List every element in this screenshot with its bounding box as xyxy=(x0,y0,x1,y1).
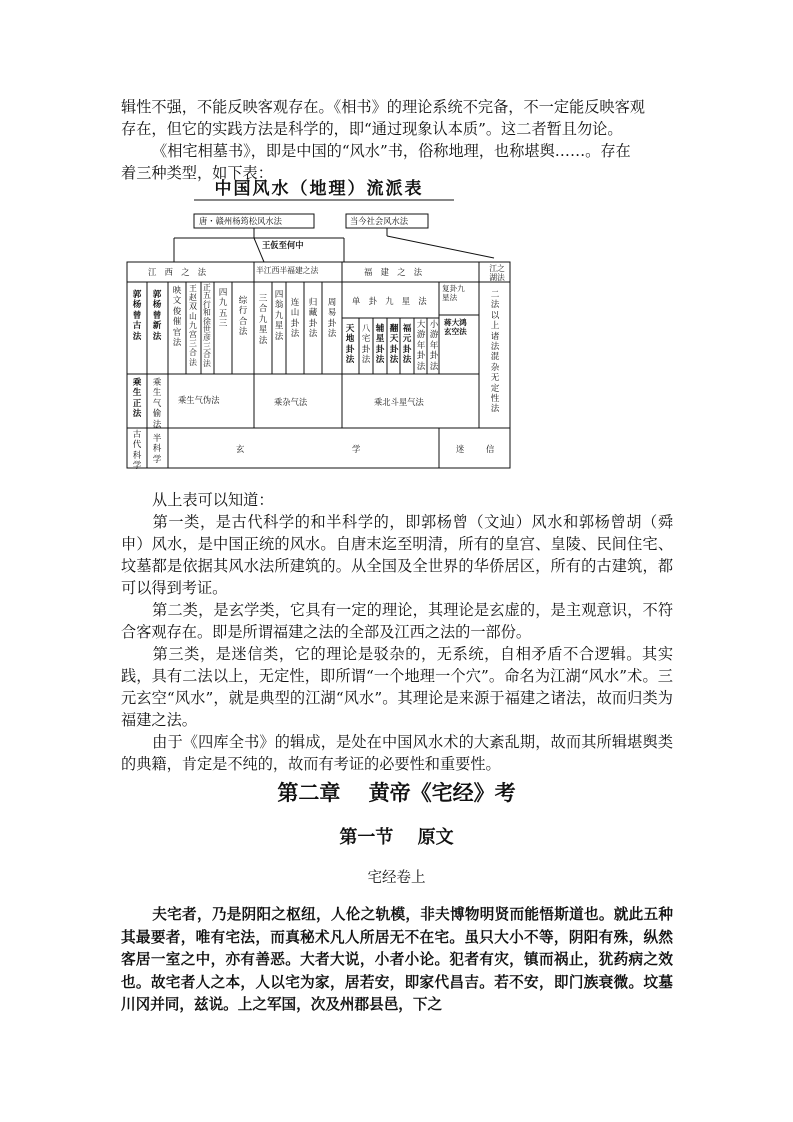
half-col-1: 三合九星法 xyxy=(258,294,268,346)
sub-heading: 宅经卷上 xyxy=(367,870,426,886)
intro-line-3: 《相宅相墓书》，即是中国的“风水”书，俗称地理，也称堪舆……。存在 xyxy=(152,142,631,160)
qi-col-1: 乘生正法 xyxy=(132,378,142,420)
analysis-p2: 第一类，是古代科学的和半科学的，即郭杨曾（文辿）风水和郭杨曾胡（舜申）风水，是中国正统的风水。自唐末迄至明清，所有的皇宫、皇陵、民间住宅、坟墓都是依据其风水法所建筑的。从全国及全世界的华侨居区，所有的古建筑，都可以得到考证。 xyxy=(121,513,673,597)
section-heading: 第一节 原文 xyxy=(339,827,454,848)
jiangxi-col-5: 正五行和徐世彦三合法 xyxy=(203,283,211,368)
header-fujian: 福 建 之 法 xyxy=(364,267,423,277)
fujian-col-7: 小游年卦法 xyxy=(429,320,439,372)
intro-line-4: 着三种类型，如下表： xyxy=(121,164,273,182)
jiangxi-col-2: 郭杨曾新法 xyxy=(152,290,162,342)
jiangxi-col-1: 郭杨曾古法 xyxy=(132,290,142,342)
half-col-5: 周易卦法 xyxy=(327,298,337,340)
top-left-box-label: 唐・赣州杨筠松风水法 xyxy=(199,216,282,226)
jiangxi-col-4: 王赵双山九宫三合法 xyxy=(189,284,197,367)
bottom-col-1: 古代科学 xyxy=(132,430,142,472)
jianghu-col: 二法以上诸法混杂无定性法 xyxy=(490,290,500,415)
jiangxi-col-6: 四九五三 xyxy=(218,288,228,330)
bottom-xue: 学 xyxy=(352,444,361,454)
header-jianghu: 江之湖法 xyxy=(489,264,505,282)
header-jiangxi: 江 西 之 法 xyxy=(148,267,207,277)
diagram-title: 中国风水（地理）流派表 xyxy=(214,179,424,199)
top-right-box-label: 当今社会风水法 xyxy=(350,216,409,226)
fujian-top-label: 单 卦 九 星 法 xyxy=(352,296,427,306)
original-text: 夫宅者，乃是阴阳之枢纽，人伦之轨模，非夫博物明贤而能悟斯道也。就此五种其最要者，唯有宅法，而真秘术凡人所居无不在宅。虽只大小不等，阴阳有殊，纵然客居一室之中，亦有善恶。大者大说，小者小论。犯者有灾，镇而祸止，犹药病之效也。故宅者人之本，人以宅为家，居若安，即家代昌吉。若不安，即门族衰微。坟墓川冈并同，兹说。上之军国，次及州郡县邑，下之 xyxy=(121,906,673,1013)
fujian-right-mid: 蒋大鸿玄空法 xyxy=(444,318,467,336)
fujian-col-5: 福元卦法 xyxy=(402,324,412,366)
jiangxi-col-7: 综行合法 xyxy=(238,296,248,338)
analysis-p1: 从上表可以知道： xyxy=(152,491,274,509)
intro-line-2: 存在，但它的实践方法是科学的，即“通过现象认本质”。这二者暂且勿论。 xyxy=(121,120,623,138)
qi-a: 乘生气伪法 xyxy=(178,395,220,405)
half-col-3: 连山卦法 xyxy=(290,298,300,340)
analysis-p5: 由于《四库全书》的辑成，是处在中国风水术的大紊乱期，故而其所辑堪舆类的典籍，肯定是不纯的，故而有考证的必要性和重要性。 xyxy=(121,733,673,773)
jiangxi-col-3: 映文俊催官法 xyxy=(172,286,182,349)
fengshui-school-diagram xyxy=(124,178,514,471)
bottom-col-2: 半科学 xyxy=(152,434,162,465)
bottom-mi: 迷 xyxy=(456,444,465,454)
half-col-2: 四翁九星法 xyxy=(274,290,284,342)
bottom-xuan: 玄 xyxy=(236,444,245,454)
fujian-col-4: 翻天卦法 xyxy=(389,324,399,366)
fujian-col-1: 天地卦法 xyxy=(345,324,355,366)
half-col-4: 归藏卦法 xyxy=(308,298,318,340)
fujian-col-2: 八宅卦法 xyxy=(361,324,371,366)
qi-col-2: 乘生气偷法 xyxy=(152,378,162,430)
qi-c: 乘北斗星气法 xyxy=(374,397,424,407)
fujian-col-3: 辅星卦法 xyxy=(375,324,385,366)
bottom-xin: 信 xyxy=(486,444,495,454)
qi-b: 乘杂气法 xyxy=(274,397,308,407)
chapter-heading: 第二章 黄帝《宅经》考 xyxy=(277,781,516,805)
intro-line-1: 辑性不强，不能反映客观存在。《相书》的理论系统不完备，不一定能反映客观 xyxy=(121,98,645,116)
fujian-right-top: 复卦九星法 xyxy=(442,284,465,302)
fujian-col-6: 大游年卦法 xyxy=(416,320,426,372)
analysis-p3: 第二类，是玄学类，它具有一定的理论，其理论是玄虚的，是主观意识，不符合客观存在。即是所谓福建之法的全部及江西之法的一部份。 xyxy=(121,601,673,641)
analysis-p4: 第三类，是迷信类，它的理论是驳杂的，无系统，自相矛盾不合逻辑。其实践，具有二法以上，无定性，即所谓“一个地理一个穴”。命名为江湖“风水”术。三元玄空“风水”，就是典型的江湖“风水”。其理论是来源于福建之诸法，故而归类为福建之法。 xyxy=(121,645,673,729)
header-half: 半江西半福建之法 xyxy=(256,266,319,275)
arrow-label: 王仮至何中 xyxy=(262,240,304,250)
